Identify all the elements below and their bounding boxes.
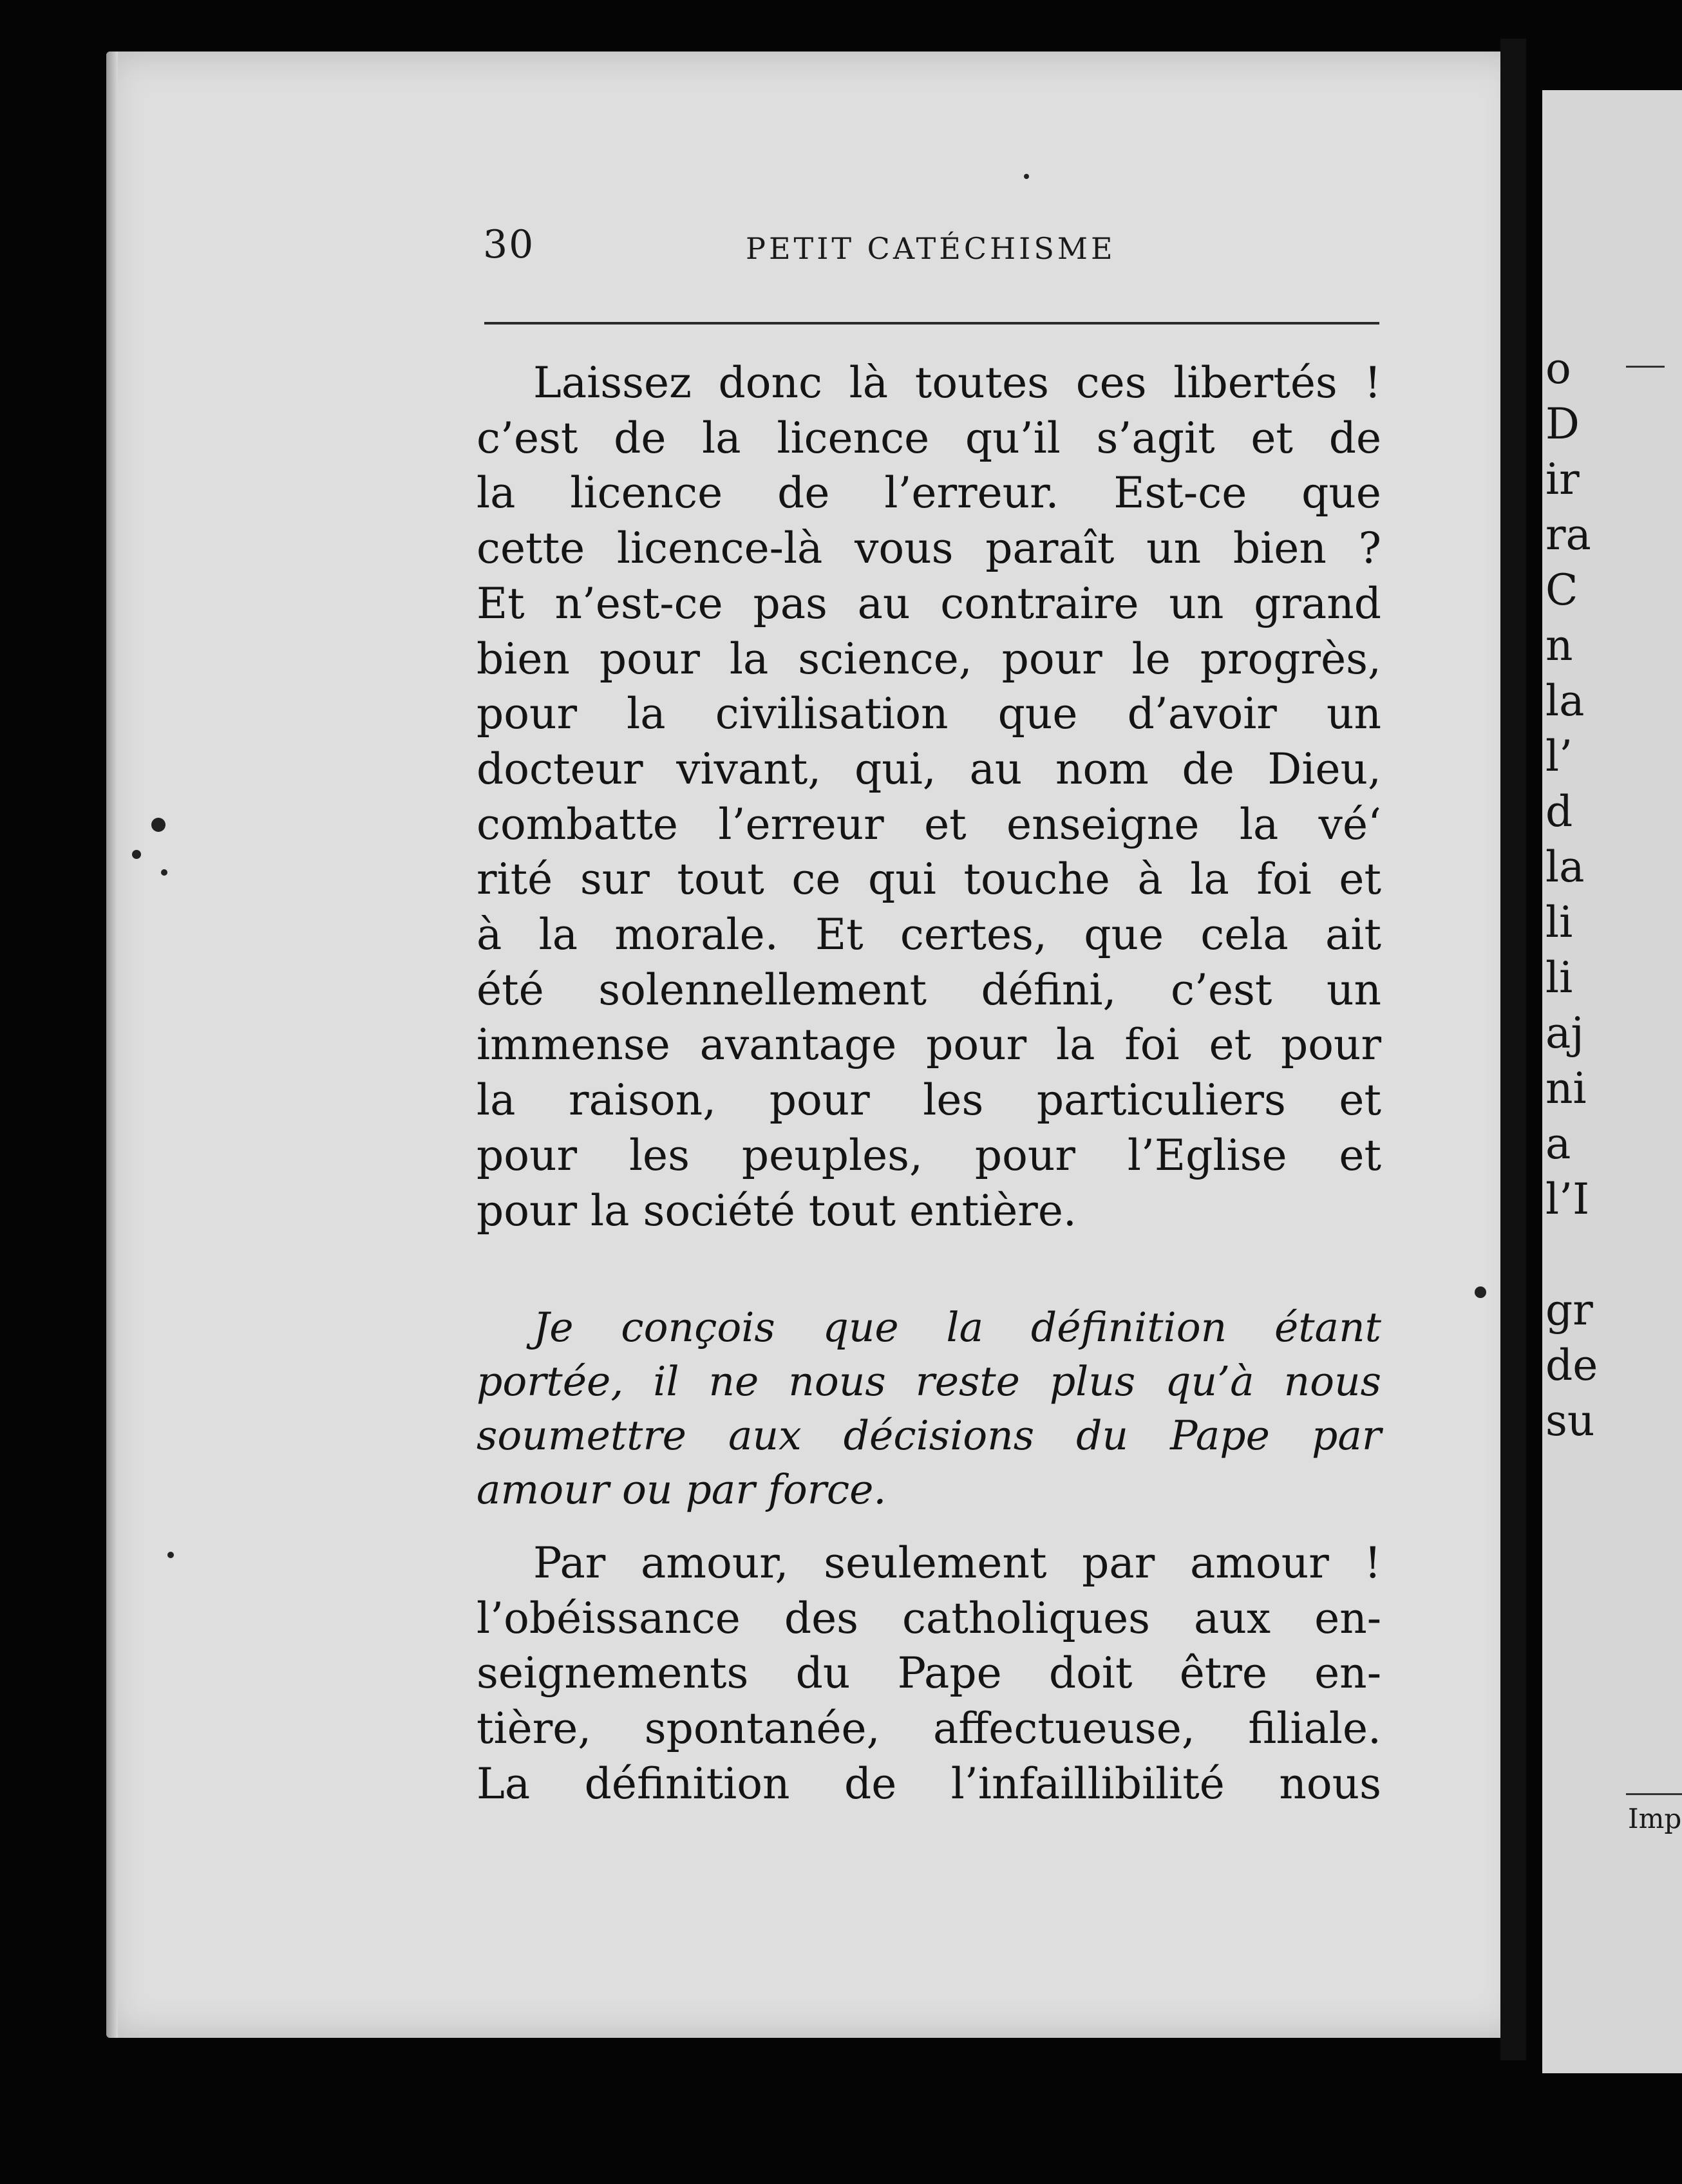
text-line: docteur vivant, qui, au nom de Dieu,	[477, 744, 1381, 794]
text-line: pour les peuples, pour l’Eglise et	[477, 1130, 1381, 1180]
facing-line: a	[1545, 1119, 1571, 1169]
text-line: c’est de la licence qu’il s’agit et de	[477, 413, 1381, 463]
text-line: immense avantage pour la foi et pour	[477, 1020, 1381, 1070]
text-line: Je conçois que la définition étant	[533, 1304, 1381, 1351]
facing-footer-rule	[1626, 1793, 1682, 1795]
ink-speck	[1024, 174, 1029, 179]
text-line: Et n’est-ce pas au contraire un grand	[477, 578, 1381, 628]
text-line: l’obéissance des catholiques aux en-	[477, 1593, 1381, 1643]
text-line: pour la civilisation que d’avoir un	[477, 689, 1381, 739]
facing-line: li	[1545, 953, 1573, 1003]
facing-line: de	[1545, 1341, 1598, 1390]
facing-footer-text: Imp	[1628, 1803, 1682, 1834]
facing-line	[1545, 1227, 1682, 1283]
text-line: pour la société tout entière.	[477, 1185, 1077, 1236]
text-line: amour ou par force.	[477, 1466, 887, 1513]
text-line: soumettre aux décisions du Pape par	[477, 1412, 1381, 1459]
facing-line: ir	[1545, 455, 1580, 504]
facing-line: gr	[1545, 1285, 1593, 1335]
facing-line: aj	[1545, 1008, 1584, 1058]
header-rule	[484, 322, 1379, 325]
book-gutter	[1500, 39, 1526, 2060]
facing-line: d	[1545, 787, 1573, 836]
text-line: été solennellement défini, c’est un	[477, 965, 1381, 1015]
paragraph-answer	[477, 355, 1381, 1238]
facing-line: C	[1545, 565, 1578, 615]
ink-speck	[1475, 1286, 1486, 1298]
page-number: 30	[483, 222, 535, 267]
text-line: Par amour, seulement par amour !	[533, 1538, 1381, 1588]
text-line: la raison, pour les particuliers et	[477, 1075, 1381, 1125]
paragraph-answer-2	[477, 1536, 1381, 1812]
text-line: tière, spontanée, affectueuse, filiale.	[477, 1704, 1381, 1754]
ink-speck	[167, 1552, 174, 1558]
text-line: rité sur tout ce qui touche à la foi et	[477, 854, 1381, 905]
facing-line: ra	[1545, 510, 1591, 560]
text-line: bien pour la science, pour le progrès,	[477, 634, 1381, 684]
text-line: cette licence-là vous paraît un bien ?	[477, 523, 1381, 574]
ink-speck	[132, 850, 141, 859]
facing-line: ni	[1545, 1064, 1587, 1113]
facing-page-text	[1545, 341, 1682, 1449]
facing-line: n	[1545, 621, 1573, 670]
running-head: PETIT CATÉCHISME	[746, 231, 1116, 266]
facing-line: su	[1545, 1396, 1595, 1445]
text-line: combatte l’erreur et enseigne la vé‘	[477, 799, 1381, 849]
facing-line: la	[1545, 842, 1585, 892]
facing-line: la	[1545, 676, 1585, 726]
paragraph-question	[477, 1301, 1381, 1517]
ink-speck	[161, 869, 167, 876]
facing-line: l’I	[1545, 1174, 1590, 1224]
facing-line: o	[1545, 344, 1571, 393]
page-header	[483, 222, 1384, 267]
text-line: La définition de l’infaillibilité nous	[477, 1758, 1381, 1809]
text-line: à la morale. Et certes, que cela ait	[477, 910, 1381, 960]
ink-speck	[151, 818, 165, 832]
text-line: la licence de l’erreur. Est-ce que	[477, 468, 1381, 518]
facing-line: l’	[1545, 731, 1573, 781]
text-line: portée, il ne nous reste plus qu’à nous	[477, 1358, 1381, 1405]
facing-line: D	[1545, 399, 1580, 449]
facing-line: li	[1545, 898, 1573, 947]
text-line: Laissez donc là toutes ces libertés !	[533, 358, 1381, 408]
text-line: seignements du Pape doit être en-	[477, 1648, 1381, 1699]
